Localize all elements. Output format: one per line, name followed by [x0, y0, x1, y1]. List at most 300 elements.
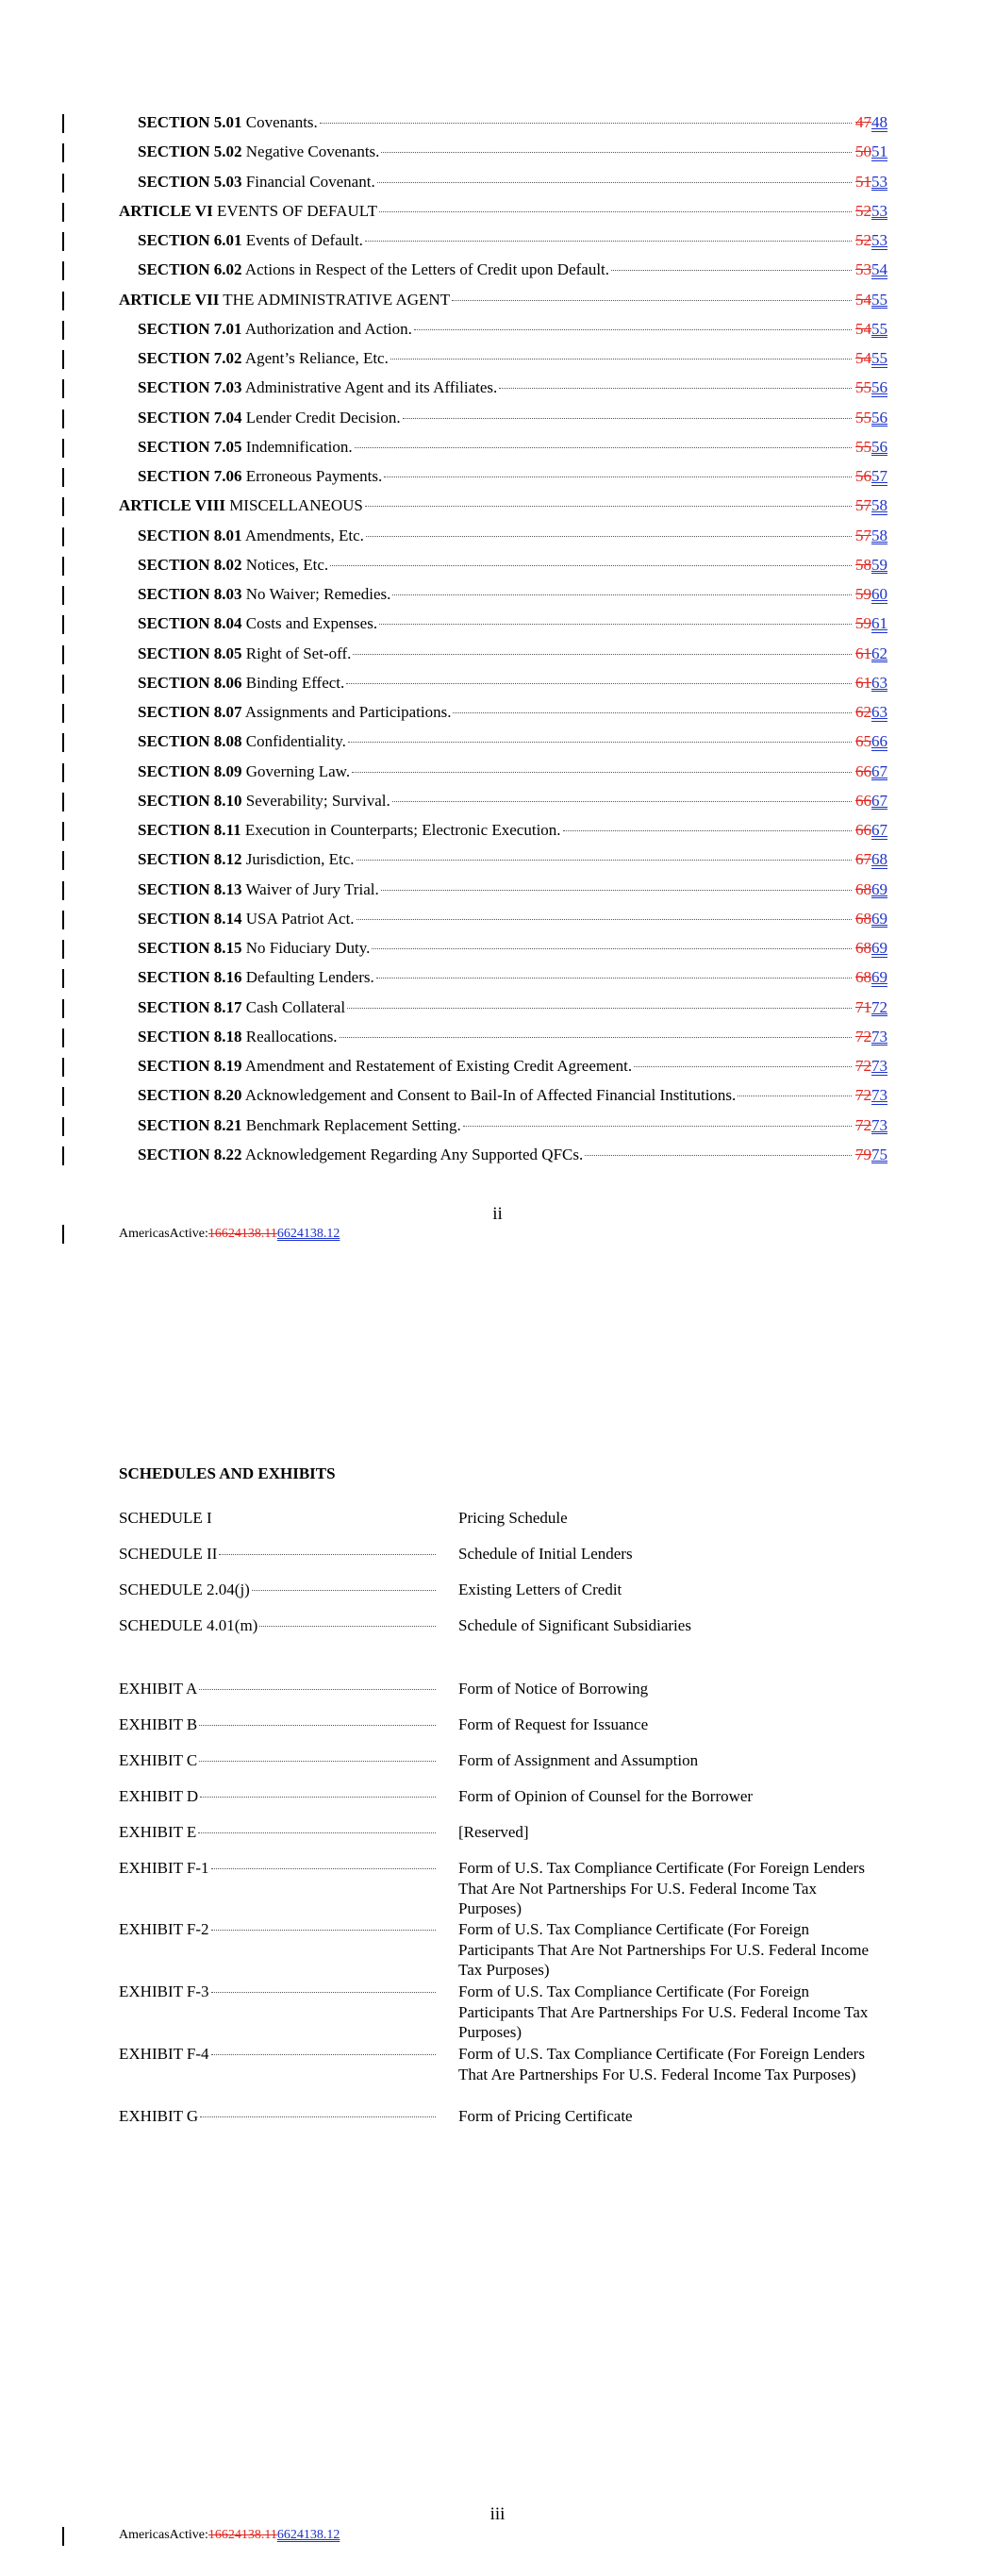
exhibit-name: EXHIBIT E	[119, 1823, 197, 1841]
toc-entry[interactable]	[138, 904, 887, 933]
page-number: ii	[492, 1204, 503, 1224]
deleted-page-number: 52	[855, 231, 871, 249]
toc-page	[855, 845, 887, 874]
change-bar	[62, 527, 64, 546]
inserted-page-number: 62	[871, 644, 887, 662]
toc-row	[0, 1111, 995, 1140]
dot-leader	[585, 1154, 852, 1156]
toc-label: SECTION 8.09	[138, 761, 242, 780]
inserted-page-number: 69	[871, 939, 887, 957]
toc-page	[855, 786, 887, 815]
toc-row	[0, 639, 995, 668]
toc-title: Actions in Respect of the Letters of Credit upon Default.	[244, 260, 610, 279]
toc-label: SECTION 7.03	[138, 378, 242, 397]
toc-entry[interactable]	[138, 314, 887, 343]
dot-leader	[463, 1125, 852, 1127]
toc-label: SECTION 8.18	[138, 1027, 242, 1045]
schedule-description: Schedule of Significant Subsidiaries	[458, 1616, 691, 1634]
inserted-page-number: 68	[871, 850, 887, 869]
dot-leader	[403, 417, 852, 419]
exhibit-description: Form of U.S. Tax Compliance Certificate (For Foreign Participants That Are Partnerships For U.S. Federal Income Tax Purposes)	[458, 1982, 869, 2041]
inserted-doc-id: 6624138.12	[276, 1227, 340, 1241]
toc-page	[855, 461, 887, 491]
toc-label: SECTION 8.22	[138, 1145, 242, 1163]
toc-page	[855, 373, 887, 402]
dot-leader	[199, 1688, 436, 1690]
exhibit-description: Form of U.S. Tax Compliance Certificate (For Foreign Lenders That Are Not Partnerships For U.S. Federal Income Tax Purposes)	[458, 1859, 865, 1917]
exhibit-description: Form of Assignment and Assumption	[458, 1751, 699, 1769]
toc-entry[interactable]	[138, 697, 887, 727]
toc-title: Cash Collateral	[245, 997, 346, 1016]
inserted-page-number: 63	[871, 673, 887, 692]
toc-entry[interactable]	[138, 875, 887, 904]
deleted-page-number: 54	[855, 319, 871, 338]
toc-entry[interactable]	[138, 727, 887, 756]
toc-title: Acknowledgement Regarding Any Supported QFCs.	[244, 1145, 584, 1163]
toc-title: No Waiver; Remedies.	[245, 585, 391, 603]
toc-page	[855, 108, 887, 137]
toc-page	[855, 609, 887, 638]
deleted-doc-id: 16624138.11	[207, 1227, 277, 1241]
inserted-page-number: 72	[871, 997, 887, 1016]
toc-row	[0, 108, 995, 137]
inserted-page-number: 56	[871, 378, 887, 397]
toc-entry[interactable]	[119, 285, 887, 314]
dot-leader	[357, 918, 852, 920]
deleted-page-number: 72	[855, 1027, 871, 1045]
deleted-page-number: 54	[855, 290, 871, 309]
toc-label: SECTION 8.07	[138, 703, 242, 721]
toc-label: SECTION 8.08	[138, 732, 242, 751]
change-bar	[62, 261, 64, 280]
deleted-page-number: 71	[855, 997, 871, 1016]
toc-page	[855, 579, 887, 609]
page-number: iii	[489, 2504, 506, 2524]
toc-label: SECTION 7.06	[138, 467, 242, 485]
toc-label: SECTION 8.19	[138, 1057, 242, 1075]
toc-page	[855, 403, 887, 432]
dot-leader	[211, 2053, 436, 2055]
toc-title: Jurisdiction, Etc.	[245, 850, 355, 869]
inserted-page-number: 53	[871, 231, 887, 249]
deleted-page-number: 51	[855, 172, 871, 191]
deleted-page-number: 55	[855, 408, 871, 427]
dot-leader	[211, 1929, 436, 1931]
change-bar	[62, 1146, 64, 1165]
change-bar	[62, 911, 64, 929]
toc-title: Notices, Etc.	[245, 555, 329, 574]
toc-row	[0, 904, 995, 933]
toc-label: SECTION 8.15	[138, 939, 242, 957]
footer-doc-id	[119, 1227, 340, 1242]
inserted-page-number: 73	[871, 1057, 887, 1075]
schedule-name: SCHEDULE 2.04(j)	[119, 1581, 250, 1598]
change-bar	[62, 557, 64, 576]
deleted-page-number: 55	[855, 437, 871, 456]
dot-leader	[252, 1589, 436, 1591]
dot-leader	[366, 535, 852, 537]
schedule-name: SCHEDULE I	[119, 1509, 212, 1527]
toc-entry[interactable]	[138, 137, 887, 166]
toc-title: Lender Credit Decision.	[245, 408, 401, 427]
toc-row	[0, 255, 995, 284]
deleted-page-number: 58	[855, 555, 871, 574]
exhibit-description: Form of U.S. Tax Compliance Certificate (For Foreign Lenders That Are Partnerships For U.S. Federal Income Tax Purposes)	[458, 2045, 865, 2083]
toc-row	[0, 314, 995, 343]
deleted-page-number: 50	[855, 142, 871, 161]
exhibit-name: EXHIBIT F-4	[119, 2045, 209, 2063]
toc-label: SECTION 8.01	[138, 526, 242, 544]
deleted-page-number: 67	[855, 850, 871, 869]
toc-entry[interactable]	[138, 933, 887, 962]
toc-label: SECTION 7.05	[138, 437, 242, 456]
toc-entry[interactable]	[138, 1080, 887, 1110]
toc-title: Severability; Survival.	[245, 791, 390, 810]
toc-title: Execution in Counterparts; Electronic Execution.	[244, 821, 561, 839]
toc-page	[855, 757, 887, 786]
change-bar	[62, 615, 64, 634]
toc-row	[0, 962, 995, 992]
toc-entry[interactable]	[138, 757, 887, 786]
deleted-page-number: 72	[855, 1057, 871, 1075]
toc-page	[855, 137, 887, 166]
toc-label: SECTION 8.04	[138, 614, 242, 633]
toc-label: SECTION 7.02	[138, 349, 242, 367]
toc-title: Right of Set-off.	[245, 644, 352, 662]
toc-title: Defaulting Lenders.	[245, 968, 374, 987]
toc-page	[855, 815, 887, 845]
toc-row	[0, 815, 995, 845]
schedule-description: Existing Letters of Credit	[458, 1581, 622, 1598]
exhibit-name: EXHIBIT F-2	[119, 1920, 209, 1938]
toc-entry[interactable]	[138, 1051, 887, 1080]
dot-leader	[355, 446, 852, 448]
toc-page	[855, 226, 887, 255]
dot-leader	[198, 1832, 436, 1833]
inserted-page-number: 61	[871, 614, 887, 633]
toc-page	[855, 432, 887, 461]
change-bar	[62, 763, 64, 782]
dot-leader	[499, 387, 852, 389]
toc-row	[0, 403, 995, 432]
toc-row	[0, 786, 995, 815]
change-bar	[62, 2527, 64, 2546]
toc-label: SECTION 6.02	[138, 260, 242, 279]
toc-page	[855, 962, 887, 992]
dot-leader	[346, 682, 852, 684]
toc-entry[interactable]	[138, 461, 887, 491]
dot-leader	[377, 181, 852, 183]
toc-row	[0, 285, 995, 314]
toc-page	[855, 1111, 887, 1140]
toc-title: Waiver of Jury Trial.	[245, 879, 379, 898]
toc-row	[0, 1022, 995, 1051]
change-bar	[62, 822, 64, 841]
toc-title: Events of Default.	[245, 231, 363, 249]
dot-leader	[340, 1036, 852, 1038]
toc-entry[interactable]	[138, 962, 887, 992]
exhibit-name: EXHIBIT A	[119, 1680, 198, 1698]
change-bar	[62, 350, 64, 369]
toc-label: SECTION 8.17	[138, 997, 242, 1016]
toc-entry[interactable]	[138, 255, 887, 284]
toc-title: No Fiduciary Duty.	[245, 939, 371, 957]
toc-row	[0, 550, 995, 579]
toc-label: SECTION 8.12	[138, 850, 242, 869]
toc-row	[0, 933, 995, 962]
deleted-page-number: 56	[855, 467, 871, 485]
change-bar	[62, 114, 64, 133]
toc-entry[interactable]	[138, 108, 887, 137]
dot-leader	[379, 210, 852, 212]
toc-entry[interactable]	[138, 609, 887, 638]
change-bar	[62, 733, 64, 752]
change-bar	[62, 645, 64, 664]
change-bar	[62, 174, 64, 192]
toc-page	[855, 727, 887, 756]
toc-page	[855, 1051, 887, 1080]
deleted-page-number: 59	[855, 585, 871, 603]
inserted-page-number: 55	[871, 349, 887, 367]
toc-label: ARTICLE VII	[119, 290, 220, 309]
change-bar	[62, 468, 64, 487]
inserted-page-number: 69	[871, 968, 887, 987]
toc-entry[interactable]	[138, 373, 887, 402]
toc-title: USA Patriot Act.	[245, 909, 355, 928]
toc-page	[855, 255, 887, 284]
toc-row	[0, 579, 995, 609]
schedule-name: SCHEDULE II	[119, 1545, 218, 1563]
deleted-page-number: 47	[855, 113, 871, 131]
inserted-page-number: 73	[871, 1086, 887, 1105]
deleted-doc-id: 16624138.11	[207, 2528, 277, 2542]
dot-leader	[219, 1553, 436, 1555]
toc-title: Indemnification.	[245, 437, 353, 456]
toc-page	[855, 491, 887, 520]
toc-entry[interactable]	[138, 521, 887, 550]
deleted-page-number: 68	[855, 879, 871, 898]
toc-row	[0, 1051, 995, 1080]
toc-entry[interactable]	[138, 1111, 887, 1140]
exhibit-name: EXHIBIT C	[119, 1751, 198, 1769]
deleted-page-number: 61	[855, 673, 871, 692]
schedule-description: Pricing Schedule	[458, 1509, 568, 1527]
toc-row	[0, 1080, 995, 1110]
dot-leader	[199, 1724, 436, 1726]
deleted-page-number: 72	[855, 1115, 871, 1134]
toc-title: Binding Effect.	[245, 673, 345, 692]
toc-row	[0, 757, 995, 786]
toc-label: SECTION 8.02	[138, 555, 242, 574]
toc-entry[interactable]	[138, 550, 887, 579]
change-bar	[62, 497, 64, 516]
toc-page	[855, 521, 887, 550]
toc-title: Negative Covenants.	[245, 142, 380, 161]
deleted-page-number: 57	[855, 526, 871, 544]
change-bar	[62, 851, 64, 870]
toc-row	[0, 1140, 995, 1169]
toc-row	[0, 432, 995, 461]
toc-label: SECTION 8.20	[138, 1086, 242, 1105]
deleted-page-number: 66	[855, 791, 871, 810]
deleted-page-number: 61	[855, 644, 871, 662]
dot-leader	[330, 564, 852, 566]
toc-row	[0, 875, 995, 904]
change-bar	[62, 439, 64, 458]
toc-row	[0, 521, 995, 550]
inserted-page-number: 58	[871, 496, 887, 515]
toc-title: EVENTS OF DEFAULT	[216, 201, 377, 220]
exhibit-name: EXHIBIT D	[119, 1787, 199, 1805]
toc-title: Acknowledgement and Consent to Bail-In of Affected Financial Institutions.	[244, 1086, 737, 1105]
toc-title: Erroneous Payments.	[245, 467, 383, 485]
exhibit-description: [Reserved]	[458, 1823, 529, 1841]
toc-label: SECTION 6.01	[138, 231, 242, 249]
toc-label: SECTION 8.21	[138, 1115, 242, 1134]
deleted-page-number: 62	[855, 703, 871, 721]
toc-entry[interactable]	[138, 1022, 887, 1051]
toc-entry[interactable]	[119, 491, 887, 520]
toc-page	[855, 933, 887, 962]
toc-label: SECTION 5.01	[138, 113, 242, 131]
toc-label: SECTION 8.16	[138, 968, 242, 987]
toc-row	[0, 491, 995, 520]
deleted-page-number: 53	[855, 260, 871, 279]
exhibit-name: EXHIBIT G	[119, 2107, 199, 2125]
dot-leader	[738, 1095, 852, 1096]
toc-title: Reallocations.	[245, 1027, 338, 1045]
toc-entry[interactable]	[138, 343, 887, 373]
toc-entry[interactable]	[138, 1140, 887, 1169]
inserted-page-number: 73	[871, 1027, 887, 1045]
deleted-page-number: 65	[855, 732, 871, 751]
toc-page	[855, 1022, 887, 1051]
toc-row	[0, 727, 995, 756]
toc-page	[855, 285, 887, 314]
inserted-page-number: 48	[871, 113, 887, 131]
inserted-page-number: 66	[871, 732, 887, 751]
toc-label: SECTION 7.04	[138, 408, 242, 427]
exhibit-description: Form of Pricing Certificate	[458, 2107, 633, 2125]
change-bar	[62, 379, 64, 398]
change-bar	[62, 321, 64, 340]
toc-row	[0, 343, 995, 373]
inserted-page-number: 69	[871, 909, 887, 928]
dot-leader	[211, 1991, 436, 1993]
toc-title: Authorization and Action.	[244, 319, 412, 338]
inserted-page-number: 63	[871, 703, 887, 721]
toc-entry[interactable]	[138, 432, 887, 461]
toc-row	[0, 461, 995, 491]
toc-label: SECTION 8.11	[138, 821, 241, 839]
toc-row	[0, 167, 995, 196]
inserted-page-number: 57	[871, 467, 887, 485]
change-bar	[62, 1117, 64, 1136]
deleted-page-number: 57	[855, 496, 871, 515]
change-bar	[62, 410, 64, 428]
toc-row	[0, 137, 995, 166]
deleted-page-number: 66	[855, 821, 871, 839]
toc-entry[interactable]	[119, 196, 887, 226]
exhibit-description: Form of U.S. Tax Compliance Certificate (For Foreign Participants That Are Not Partnerships For U.S. Federal Income Tax Purposes)	[458, 1920, 869, 1979]
toc-page	[855, 1140, 887, 1169]
toc-label: SECTION 8.05	[138, 644, 242, 662]
toc-entry[interactable]	[138, 639, 887, 668]
deleted-page-number: 72	[855, 1086, 871, 1105]
toc-entry[interactable]	[138, 167, 887, 196]
toc-entry[interactable]	[138, 993, 887, 1022]
toc-label: SECTION 8.13	[138, 879, 242, 898]
change-bar	[62, 1087, 64, 1106]
toc-entry[interactable]	[138, 815, 887, 845]
toc-row	[0, 609, 995, 638]
dot-leader	[381, 889, 852, 891]
dot-leader	[352, 771, 852, 773]
dot-leader	[384, 476, 852, 477]
toc-entry[interactable]	[138, 579, 887, 609]
toc-label: SECTION 8.06	[138, 673, 242, 692]
toc-page	[855, 639, 887, 668]
inserted-page-number: 56	[871, 437, 887, 456]
footer-prefix: AmericasActive:	[119, 2528, 208, 2542]
toc-title: Confidentiality.	[245, 732, 346, 751]
toc-title: Benchmark Replacement Setting.	[245, 1115, 461, 1134]
dot-leader	[392, 594, 852, 595]
footer-doc-id	[119, 2528, 340, 2543]
deleted-page-number: 66	[855, 761, 871, 780]
inserted-doc-id: 6624138.12	[276, 2528, 340, 2542]
toc-page	[855, 314, 887, 343]
toc-title: Agent’s Reliance, Etc.	[244, 349, 389, 367]
dot-leader	[320, 122, 852, 124]
dot-leader	[414, 328, 852, 330]
inserted-page-number: 55	[871, 319, 887, 338]
toc-label: SECTION 5.02	[138, 142, 242, 161]
toc-title: Governing Law.	[245, 761, 351, 780]
inserted-page-number: 54	[871, 260, 887, 279]
change-bar	[62, 675, 64, 694]
toc-label: SECTION 8.10	[138, 791, 242, 810]
toc-page	[855, 550, 887, 579]
change-bar	[62, 586, 64, 605]
change-bar	[62, 940, 64, 959]
toc-row	[0, 845, 995, 874]
deleted-page-number: 52	[855, 201, 871, 220]
deleted-page-number: 55	[855, 378, 871, 397]
toc-title: Administrative Agent and its Affiliates.	[244, 378, 498, 397]
toc-title: THE ADMINISTRATIVE AGENT	[223, 290, 451, 309]
dot-leader	[211, 1867, 436, 1869]
change-bar	[62, 232, 64, 251]
dot-leader	[392, 800, 852, 802]
schedule-name: SCHEDULE 4.01(m)	[119, 1616, 258, 1634]
dot-leader	[200, 1796, 436, 1798]
toc-entry[interactable]	[138, 786, 887, 815]
dot-leader	[381, 151, 852, 153]
toc-entry[interactable]	[138, 668, 887, 697]
toc-title: Amendment and Restatement of Existing Credit Agreement.	[244, 1057, 633, 1075]
dot-leader	[199, 1760, 436, 1762]
toc-entry[interactable]	[138, 845, 887, 874]
inserted-page-number: 53	[871, 172, 887, 191]
toc-entry[interactable]	[138, 226, 887, 255]
toc-entry[interactable]	[138, 403, 887, 432]
dot-leader	[634, 1065, 852, 1067]
change-bar	[62, 881, 64, 900]
change-bar	[62, 999, 64, 1018]
toc-title: Amendments, Etc.	[244, 526, 364, 544]
dot-leader	[376, 977, 852, 979]
